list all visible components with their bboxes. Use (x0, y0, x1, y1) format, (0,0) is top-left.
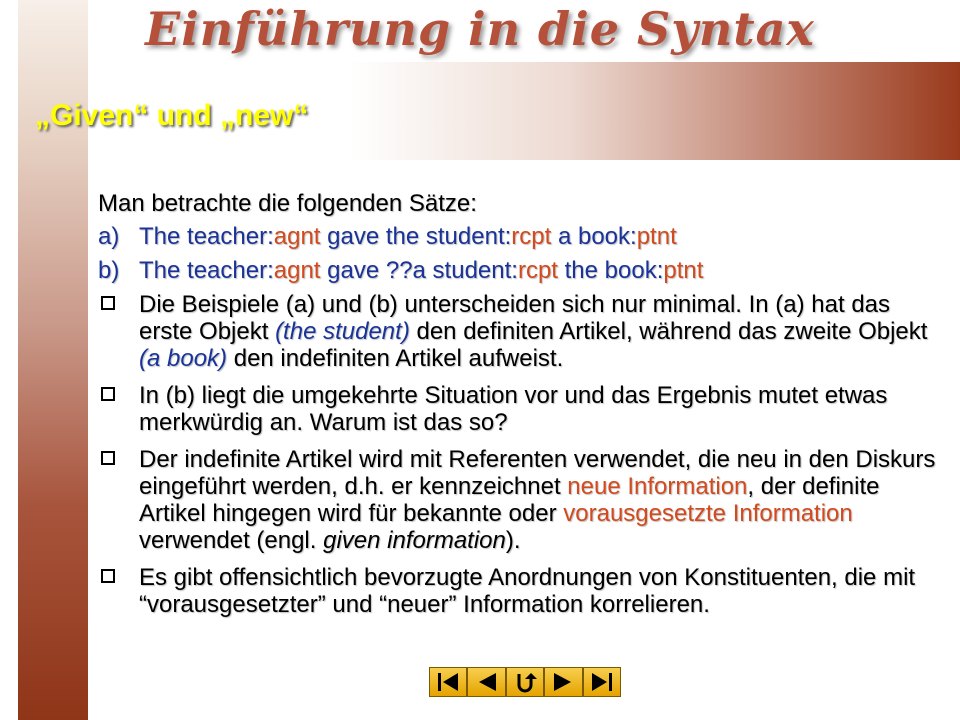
bullet-item: Es gibt offensichtlich bevorzugte Anordnungen von Konstituenten, die mit “vorausgesetzter” und “neuer” Information korrelieren. (98, 564, 948, 618)
example-b (98, 257, 948, 284)
first-icon (435, 671, 461, 693)
example-a-label: a) (98, 223, 120, 250)
role-tag: rcpt (517, 257, 558, 284)
checkbox-bullet-icon (101, 387, 115, 401)
navigation-bar (429, 667, 621, 697)
checkbox-bullet-icon (101, 296, 115, 310)
role-tag: agnt (273, 257, 321, 284)
example-part: gave ??a student: (320, 257, 518, 284)
highlight: vorausgesetzte Information (563, 500, 853, 527)
bullet-item: Der indefinite Artikel wird mit Referenten verwendet, die neu in den Diskurs eingeführt werden, d.h. er kennzeichnet neue Information, der definite Artikel hingegen wird für bekannte oder vorausgesetzte Information verwendet (engl. given information). (98, 446, 948, 554)
last-slide-button[interactable] (583, 667, 621, 697)
checkbox-bullet-icon (101, 569, 115, 583)
example-part: the book: (557, 257, 664, 284)
slide-title: „Given“ und „new“ (35, 99, 309, 132)
previous-slide-button[interactable] (467, 667, 505, 697)
role-tag: rcpt (511, 223, 552, 250)
header-title: Einführung in die Syntax (145, 2, 815, 56)
role-tag: agnt (273, 223, 321, 250)
example-part: The teacher: (139, 223, 274, 250)
example-part: a book: (551, 223, 637, 250)
emphasis: given information (323, 527, 506, 554)
example-b-label: b) (98, 257, 120, 284)
return-icon (512, 671, 538, 693)
example-part: The teacher: (139, 257, 274, 284)
example-a (98, 223, 948, 250)
example-part: gave the student: (320, 223, 512, 250)
highlight: neue Information (567, 473, 748, 500)
slide-content (98, 190, 948, 628)
previous-icon (474, 671, 500, 693)
bullet-item: Die Beispiele (a) und (b) unterscheiden sich nur minimal. In (a) hat das erste Objekt (the student) den definiten Artikel, während das zweite Objekt (a book) den indefiniten Artikel aufweist. (98, 291, 948, 372)
next-icon (550, 671, 576, 693)
role-tag: ptnt (636, 223, 677, 250)
last-icon (589, 671, 615, 693)
emphasis: (a book) (139, 345, 228, 372)
bullet-item: In (b) liegt die umgekehrte Situation vor und das Ergebnis mutet etwas merkwürdig an. Warum ist das so? (98, 382, 948, 436)
next-slide-button[interactable] (544, 667, 582, 697)
first-slide-button[interactable] (429, 667, 467, 697)
emphasis: (the student) (275, 318, 410, 345)
checkbox-bullet-icon (101, 451, 115, 465)
return-button[interactable] (506, 667, 544, 697)
role-tag: ptnt (663, 257, 704, 284)
intro-text: Man betrachte die folgenden Sätze: (98, 190, 477, 217)
